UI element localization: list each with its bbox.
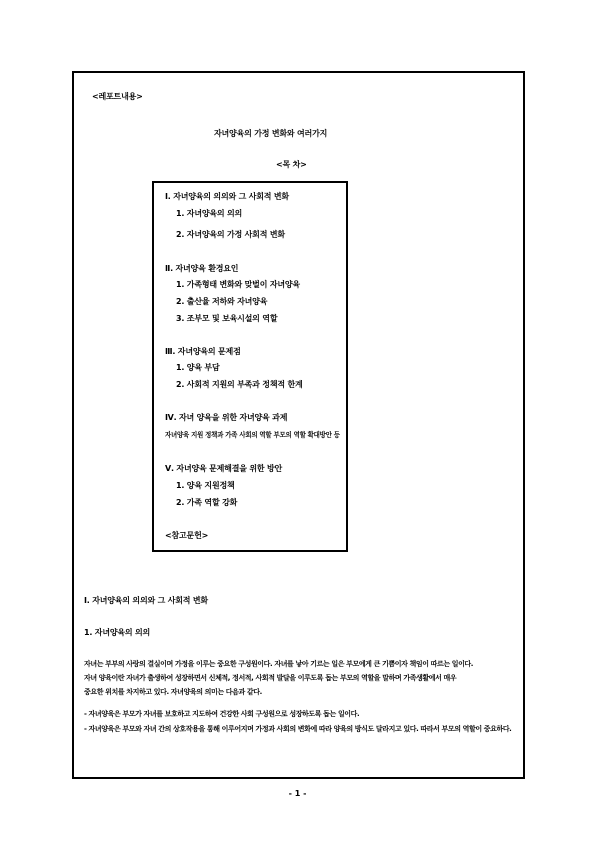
paragraph-line: - 자녀양육은 부모가 자녀를 보호하고 지도하여 건강한 사회 구성원으로 성장하도록 돕는 일이다.: [84, 710, 360, 718]
toc-item: 2. 자녀양육의 가정 사회적 변화: [176, 230, 285, 239]
page-number: - 1 -: [288, 789, 307, 798]
toc-item: 자녀양육 지원 정책과 가족 사회의 역할 부모의 역할 확대방안 등: [165, 431, 340, 439]
toc-item: 1. 양육 지원정책: [176, 481, 235, 490]
toc-item: 2. 가족 역할 강화: [176, 498, 238, 507]
toc-item: 1. 자녀양육의 의의: [176, 209, 243, 218]
toc-item: 3. 조부모 및 보육시설의 역할: [176, 314, 278, 323]
document-title: 자녀양육의 가정 변화와 여러가지: [214, 129, 328, 138]
toc-section-5-heading: Ⅴ. 자녀양육 문제해결을 위한 방안: [165, 464, 283, 473]
toc-references: <참고문헌>: [165, 531, 209, 540]
header-tag: <레포트내용>: [92, 92, 143, 101]
toc-item: 1. 가족형태 변화와 맞벌이 자녀양육: [176, 280, 300, 289]
toc-item: 1. 양육 부담: [176, 363, 220, 372]
toc-section-1-heading: Ⅰ. 자녀양육의 의의와 그 사회적 변화: [165, 192, 289, 201]
section-heading: Ⅰ. 자녀양육의 의의와 그 사회적 변화: [84, 596, 208, 605]
toc-section-2-heading: Ⅱ. 자녀양육 환경요인: [165, 264, 239, 273]
paragraph-line: 자녀 양육이란 자녀가 출생하여 성장하면서 신체적, 정서적, 사회적 발달을 이루도록 돕는 부모의 역할을 말하며 가족생활에서 매우: [84, 674, 457, 682]
paragraph-line: 중요한 위치를 차지하고 있다. 자녀양육의 의미는 다음과 같다.: [84, 688, 262, 696]
toc-item: 2. 사회적 지원의 부족과 정책적 한계: [176, 380, 303, 389]
toc-heading: <목 차>: [276, 160, 307, 169]
toc-section-4-heading: Ⅳ. 자녀 양육을 위한 자녀양육 과제: [165, 413, 288, 422]
paragraph-line: - 자녀양육은 부모와 자녀 간의 상호작용을 통해 이루어지며 가정과 사회의 변화에 따라 양육의 방식도 달라지고 있다. 따라서 부모의 역할이 중요하다.: [84, 725, 512, 733]
toc-item: 2. 출산율 저하와 자녀양육: [176, 297, 268, 306]
subsection-heading: 1. 자녀양육의 의의: [84, 628, 151, 637]
paragraph-line: 자녀는 부부의 사랑의 결실이며 가정을 이루는 중요한 구성원이다. 자녀를 낳아 기르는 일은 부모에게 큰 기쁨이자 책임이 따르는 일이다.: [84, 660, 474, 668]
toc-section-3-heading: Ⅲ. 자녀양육의 문제점: [165, 347, 241, 356]
